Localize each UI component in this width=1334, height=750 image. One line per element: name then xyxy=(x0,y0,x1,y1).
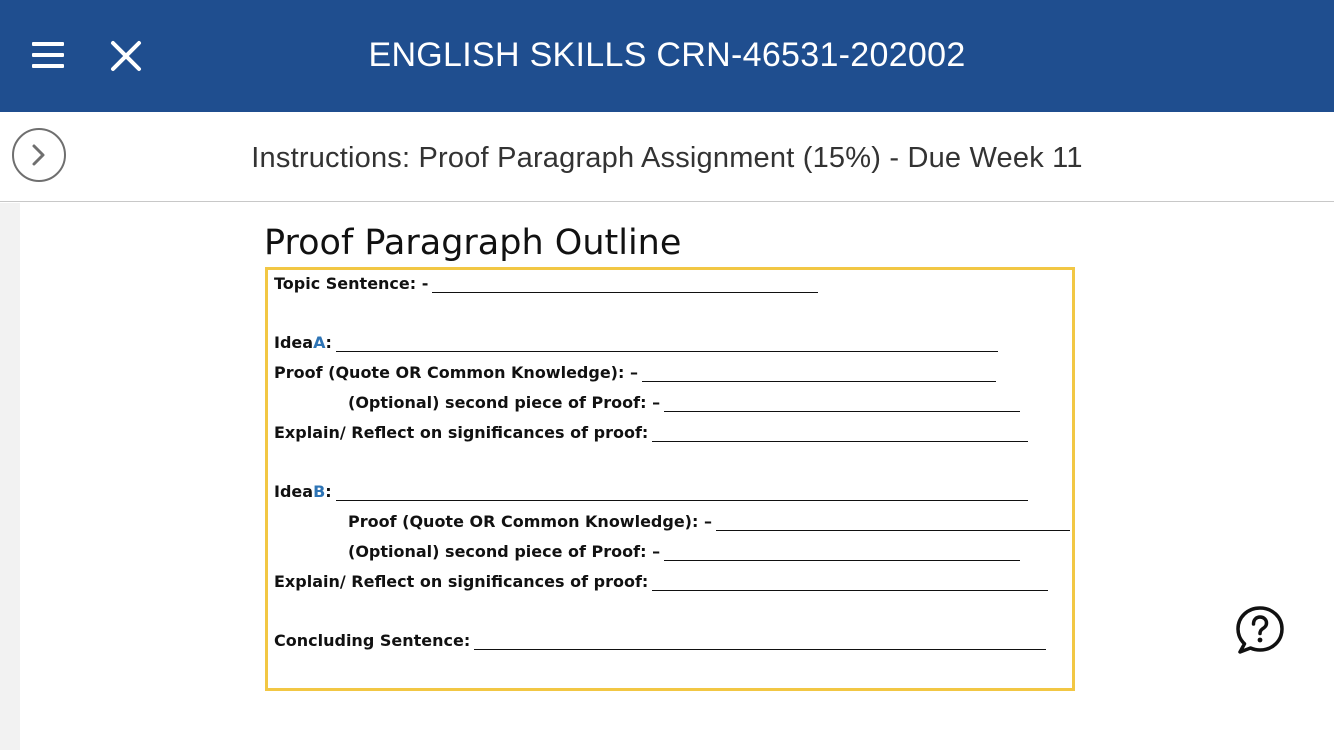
idea-b-row xyxy=(274,482,1028,501)
answer-line xyxy=(336,487,1028,501)
explain-a-label: Explain/ Reflect on significances of proof: xyxy=(274,423,649,442)
document-content xyxy=(20,203,1334,750)
optional-proof-b-label: (Optional) second piece of Proof: – xyxy=(348,542,661,561)
outline-title: Proof Paragraph Outline xyxy=(264,223,682,263)
answer-line xyxy=(474,636,1046,650)
concluding-sentence-row xyxy=(274,631,1046,650)
answer-line xyxy=(664,547,1020,561)
optional-proof-a-row xyxy=(348,393,1020,412)
optional-proof-a-label: (Optional) second piece of Proof: – xyxy=(348,393,661,412)
answer-line xyxy=(664,398,1020,412)
proof-b-label: Proof (Quote OR Common Knowledge): – xyxy=(348,512,712,531)
answer-line xyxy=(336,338,998,352)
optional-proof-b-row xyxy=(348,542,1020,561)
sub-header xyxy=(0,112,1334,202)
outline-box xyxy=(265,267,1075,691)
idea-a-letter: A xyxy=(313,333,326,352)
answer-line xyxy=(716,517,1070,531)
idea-b-letter: B xyxy=(313,482,326,501)
proof-b-row xyxy=(348,512,1070,531)
concluding-sentence-label: Concluding Sentence: xyxy=(274,631,471,650)
idea-b-label: Idea xyxy=(274,482,314,501)
topic-sentence-label: Topic Sentence: - xyxy=(274,274,429,293)
explain-b-row xyxy=(274,572,1048,591)
proof-a-label: Proof (Quote OR Common Knowledge): – xyxy=(274,363,638,382)
left-rail xyxy=(0,203,20,750)
answer-line xyxy=(652,577,1048,591)
proof-a-row xyxy=(274,363,996,382)
answer-line xyxy=(652,428,1028,442)
help-chat-icon[interactable] xyxy=(1234,604,1286,656)
idea-a-colon: : xyxy=(325,333,332,352)
app-header xyxy=(0,0,1334,112)
explain-b-label: Explain/ Reflect on significances of proof: xyxy=(274,572,649,591)
answer-line xyxy=(642,368,996,382)
topic-sentence-row xyxy=(274,274,818,293)
app-title: ENGLISH SKILLS CRN-46531-202002 xyxy=(368,36,966,74)
page-title: Instructions: Proof Paragraph Assignment (15%) - Due Week 11 xyxy=(251,142,1083,174)
explain-a-row xyxy=(274,423,1028,442)
idea-a-row xyxy=(274,333,998,352)
idea-a-label: Idea xyxy=(274,333,314,352)
idea-b-colon: : xyxy=(325,482,332,501)
answer-line xyxy=(432,279,818,293)
